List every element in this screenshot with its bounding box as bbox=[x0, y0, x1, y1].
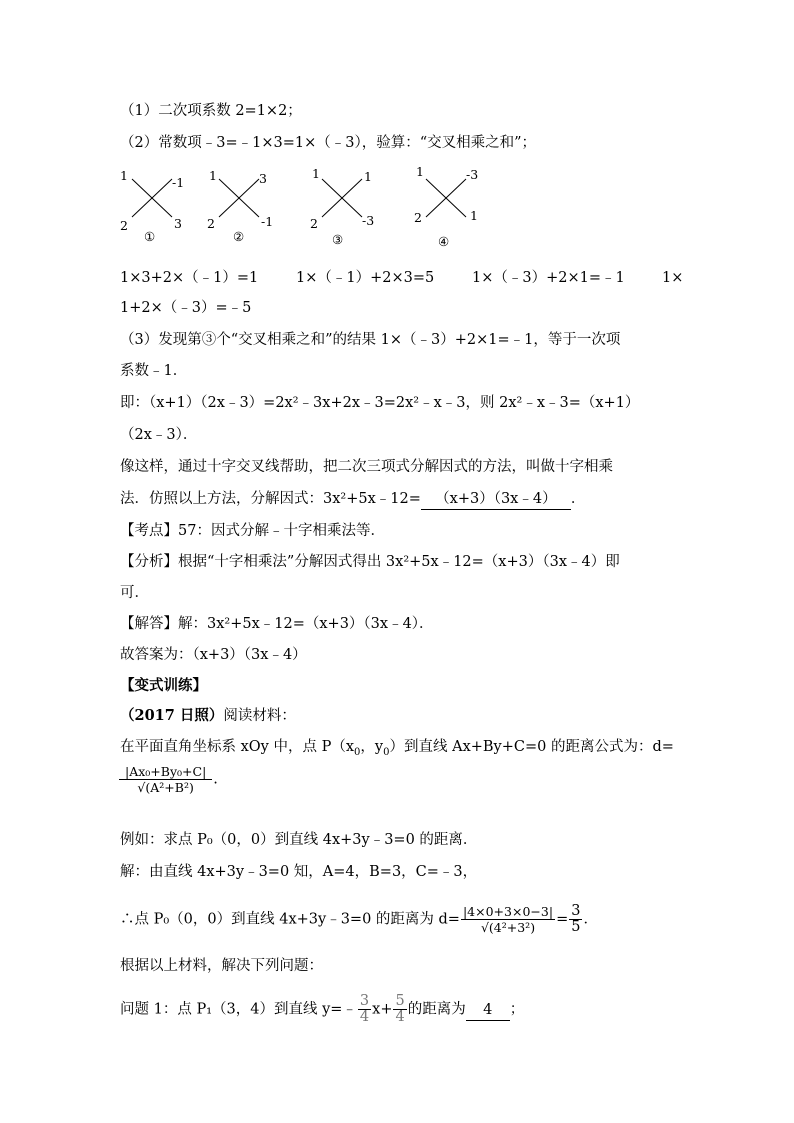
distance-formula: $\frac{\text{|Ax₀+By₀+C|}}{\text{√(A²+B²)}}$ . bbox=[118, 764, 218, 795]
cross-1-bottom-right: 3 bbox=[174, 216, 182, 231]
kaodian-line: 【考点】57：因式分解﹣十字相乘法等． bbox=[120, 523, 385, 539]
problem-1-line bbox=[120, 994, 524, 1025]
jieda-line: 【解答】解：3x²+5x﹣12=（x+3）（3x﹣4）． bbox=[120, 616, 434, 632]
cross-4-top-right: -3 bbox=[466, 167, 479, 182]
step-3-text-cont: 系数﹣1． bbox=[120, 363, 188, 379]
cross-2-mark: ② bbox=[233, 229, 245, 244]
step-1-text: （1）二次项系数 2=1×2； bbox=[120, 103, 302, 119]
cross-diagram-2 bbox=[205, 165, 275, 245]
cross-1-bottom-left: 2 bbox=[120, 218, 128, 233]
problem-1-suffix: 的距离为 bbox=[407, 1001, 466, 1018]
source-tag: （2017 日照） bbox=[120, 707, 224, 724]
formula-intro-text: 在平面直角坐标系 xOy 中，点 P（x bbox=[120, 739, 355, 755]
formula-denominator: √(A²+B²) bbox=[137, 780, 194, 795]
answer-blank: （x+3）（3x﹣4） bbox=[421, 489, 571, 510]
reading-material-label: 阅读材料： bbox=[223, 708, 296, 724]
formula-numerator: |Ax₀+By₀+C| bbox=[119, 764, 212, 780]
solution-line-1: 解：由直线 4x+3y﹣3=0 知，A=4，B=3，C=﹣3， bbox=[120, 864, 478, 880]
solution-denominator: √(4²+3²) bbox=[480, 920, 536, 935]
fenxi-line: 【分析】根据“十字相乘法”分解因式得出 3x²+5x﹣12=（x+3）（3x﹣4）即 bbox=[120, 554, 620, 570]
solution-numerator: |4×0+3×0−3| bbox=[462, 904, 554, 919]
distance-formula-fraction bbox=[119, 764, 212, 795]
slope-denominator: 4 bbox=[359, 1009, 370, 1025]
cross-3-bottom-right: -3 bbox=[362, 213, 375, 228]
cross-1-top-left: 1 bbox=[120, 168, 128, 183]
cross-diagram-4 bbox=[412, 164, 482, 249]
expansion-line: 即：（x+1）（2x﹣3）=2x²﹣3x+2x﹣3=2x²﹣x﹣3，则 2x²﹣x﹣3=（x+1） bbox=[120, 395, 640, 411]
cross-3-top-right: 1 bbox=[364, 169, 372, 184]
cross-sum-4-end: 1+2×（﹣3）=﹣5 bbox=[120, 300, 252, 316]
slope-numerator: 3 bbox=[359, 993, 370, 1009]
cross-diagram-3 bbox=[308, 165, 378, 245]
fenxi-line-cont: 可． bbox=[120, 585, 149, 601]
problem-1-answer: 4 bbox=[466, 1000, 510, 1021]
distance-formula-intro: 在平面直角坐标系 xOy 中，点 $P(x_0$，$y_0$）到直线 Ax+By+C=0 的距离公式为：d= bbox=[120, 739, 674, 758]
question-end: ． bbox=[570, 491, 586, 507]
cross-3-top-left: 1 bbox=[312, 166, 320, 181]
cross-1-top-right: -1 bbox=[172, 175, 185, 190]
problem-1-prefix: 问题 1：点 P₁（3，4）到直线 y=﹣ bbox=[120, 1001, 357, 1018]
solution-end: ． bbox=[583, 911, 598, 928]
example-line: 例如：求点 P₀（0，0）到直线 4x+3y﹣3=0 的距离． bbox=[120, 832, 478, 848]
cross-4-bottom-right: 1 bbox=[470, 208, 478, 223]
answer-line: 故答案为：（x+3）（3x﹣4） bbox=[120, 647, 307, 663]
instruction-line: 根据以上材料，解决下列问题： bbox=[120, 958, 323, 974]
formula-intro-text-3: ）到直线 Ax+By+C=0 的距离公式为：d= bbox=[389, 739, 674, 755]
rizhao-line bbox=[120, 706, 296, 726]
cross-3-bottom-left: 2 bbox=[310, 216, 318, 231]
cross-2-bottom-right: -1 bbox=[261, 214, 274, 229]
cross-sum-1: 1×3+2×（﹣1）=1 bbox=[120, 270, 259, 286]
question-prompt: 法．仿照以上方法，分解因式：3x²+5x﹣12= bbox=[120, 491, 421, 507]
solution-prefix: ∴点 P₀（0，0）到直线 4x+3y﹣3=0 的距离为 d= bbox=[120, 911, 460, 928]
solution-line-2 bbox=[120, 904, 598, 935]
step-2-text: （2）常数项﹣3=﹣1×3=1×（﹣3），验算：“交叉相乘之和”； bbox=[120, 135, 537, 151]
solution-result-fraction bbox=[569, 904, 582, 935]
cross-2-top-left: 1 bbox=[209, 168, 217, 183]
problem-1-end: ； bbox=[509, 1001, 525, 1018]
intercept-fraction bbox=[393, 994, 406, 1025]
formula-intro-text-2: ，y bbox=[360, 739, 384, 755]
cross-4-top-left: 1 bbox=[416, 164, 424, 179]
expansion-line-cont: （2x﹣3）． bbox=[120, 427, 198, 443]
slope-fraction bbox=[358, 994, 371, 1025]
step-3-text: （3）发现第③个“交叉相乘之和”的结果 1×（﹣3）+2×1=﹣1，等于一次项 bbox=[120, 332, 621, 348]
question-line bbox=[120, 489, 585, 510]
intercept-numerator: 5 bbox=[395, 993, 405, 1009]
cross-2-top-right: 3 bbox=[259, 171, 267, 186]
solution-equals: = bbox=[556, 911, 569, 928]
method-description: 像这样，通过十字交叉线帮助，把二次三项式分解因式的方法，叫做十字相乘 bbox=[120, 459, 613, 475]
cross-sum-3: 1×（﹣3）+2×1=﹣1 bbox=[472, 270, 625, 286]
cross-1-mark: ① bbox=[144, 229, 156, 244]
intercept-denominator: 4 bbox=[395, 1009, 405, 1025]
cross-sum-4-start: 1× bbox=[662, 270, 684, 286]
cross-diagram-1 bbox=[118, 165, 188, 245]
cross-4-bottom-left: 2 bbox=[414, 210, 422, 225]
solution-fraction bbox=[461, 904, 555, 935]
cross-2-bottom-left: 2 bbox=[207, 216, 215, 231]
variant-training-heading: 【变式训练】 bbox=[120, 677, 207, 694]
cross-3-mark: ③ bbox=[332, 232, 344, 247]
result-numerator: 3 bbox=[571, 903, 581, 919]
result-denominator: 5 bbox=[571, 919, 581, 935]
cross-sum-2: 1×（﹣1）+2×3=5 bbox=[296, 270, 435, 286]
problem-1-mid: x+ bbox=[372, 1001, 393, 1018]
cross-4-mark: ④ bbox=[438, 234, 450, 249]
